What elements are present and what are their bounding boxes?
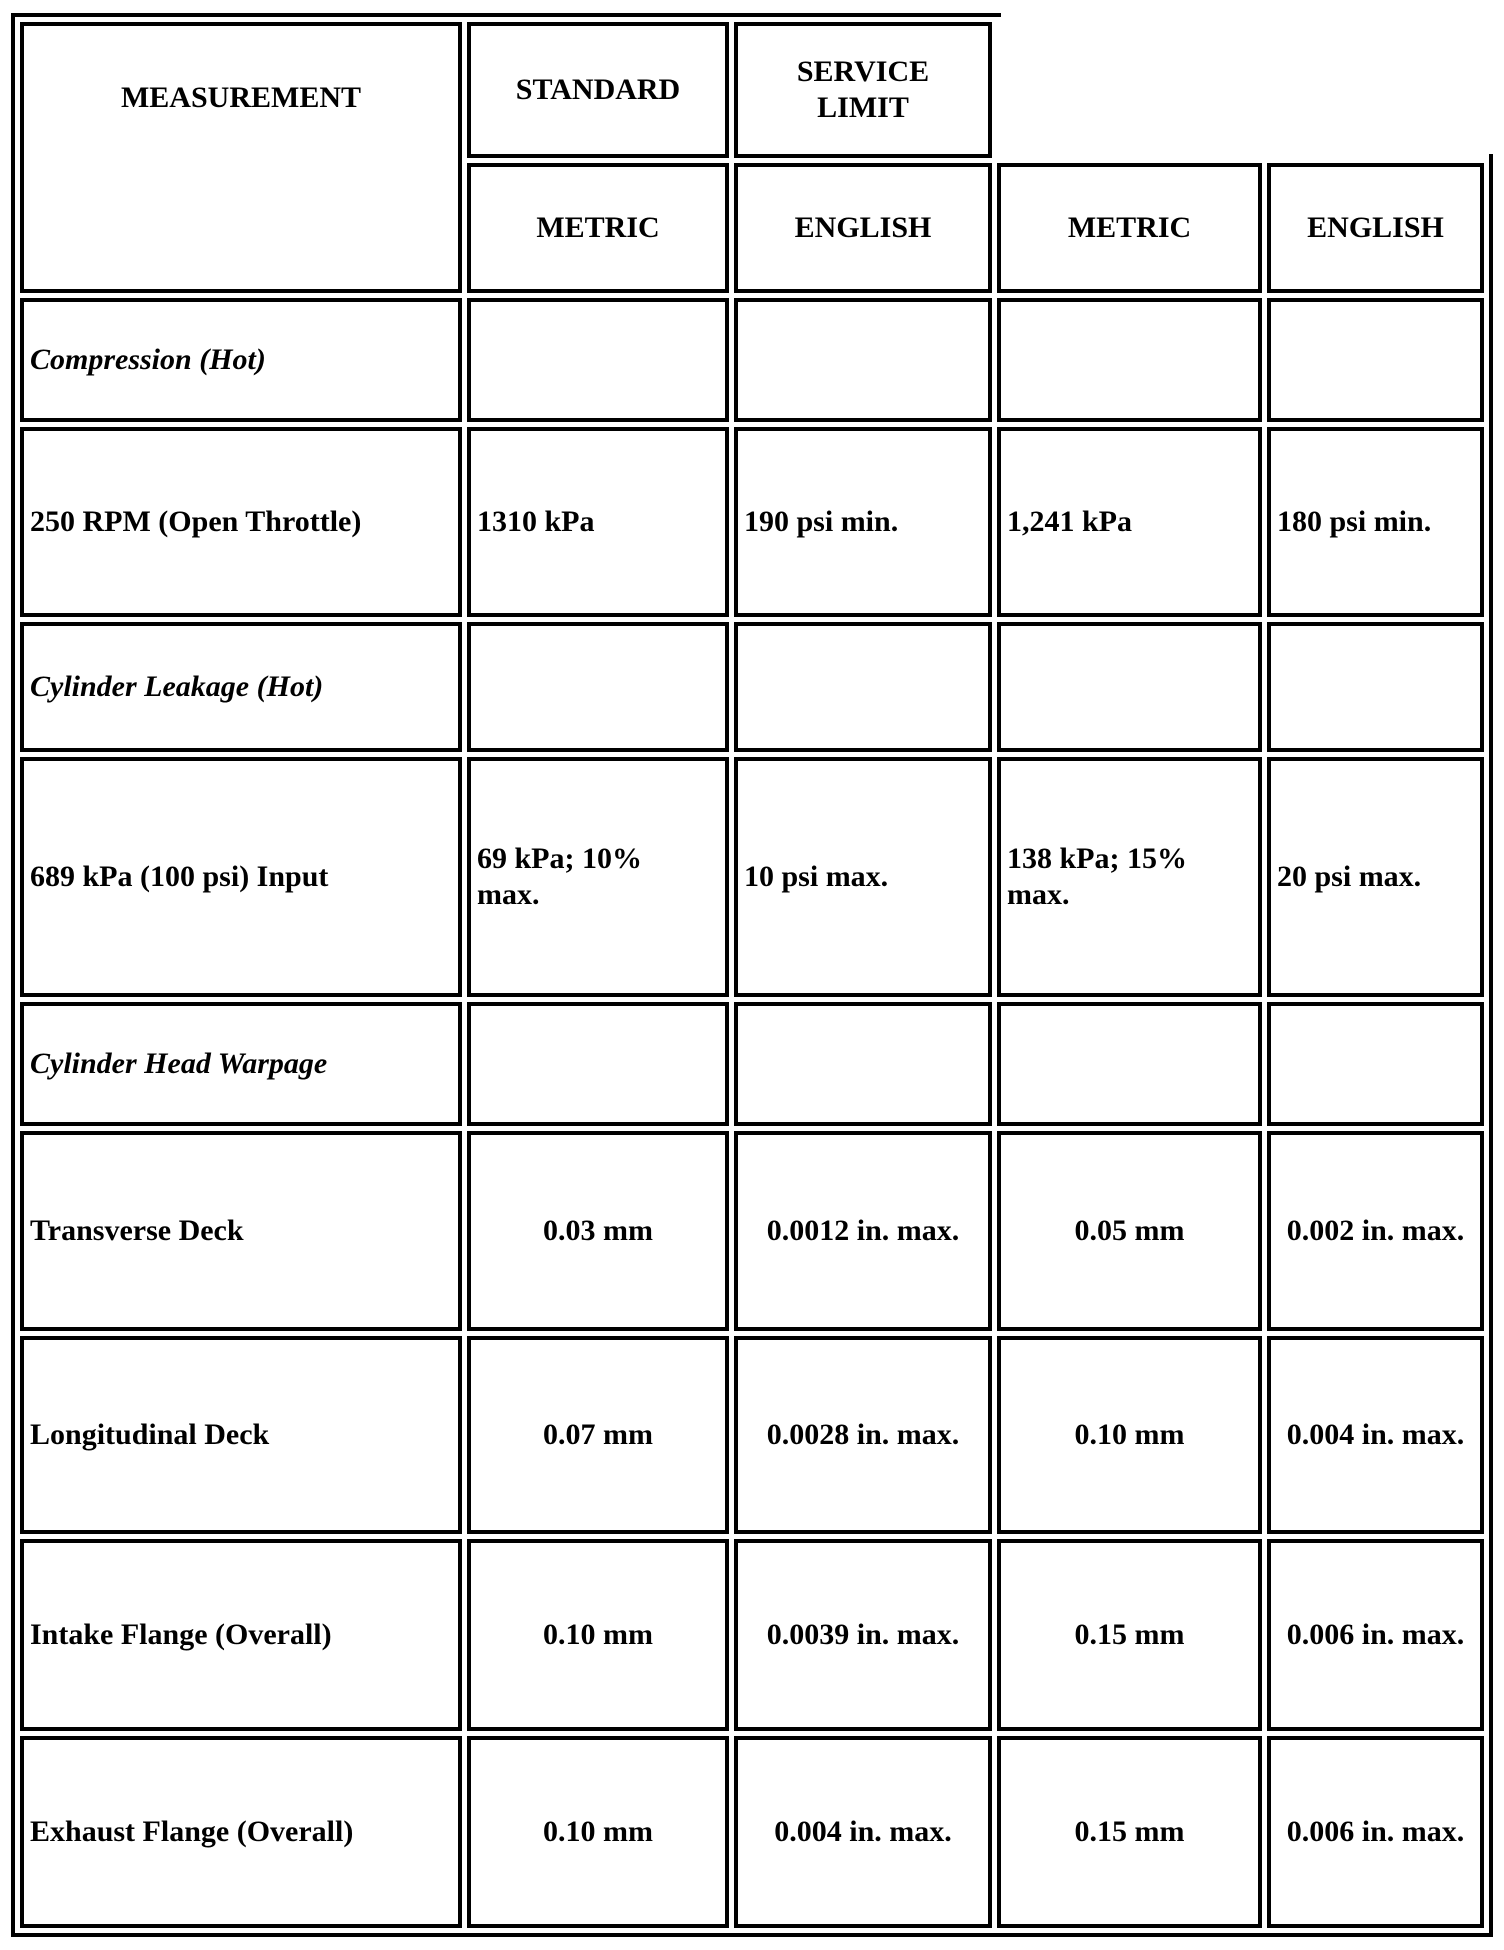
cell-value <box>997 1002 1262 1126</box>
cell-value <box>997 622 1262 752</box>
cell-value: 190 psi min. <box>734 427 992 617</box>
header-english-2: ENGLISH <box>1267 163 1484 293</box>
table-outer-border-bottom <box>11 1933 1493 1937</box>
cell-value <box>734 298 992 422</box>
cell-value: 1,241 kPa <box>997 427 1262 617</box>
cell-value <box>734 622 992 752</box>
row-label-cylinder-head-warpage: Cylinder Head Warpage <box>20 1002 462 1126</box>
cell-value <box>1267 622 1484 752</box>
row-label-transverse-deck: Transverse Deck <box>20 1131 462 1331</box>
cell-value: 0.15 mm <box>997 1736 1262 1928</box>
cell-value: 0.03 mm <box>467 1131 729 1331</box>
cell-value <box>997 298 1262 422</box>
header-english-1: ENGLISH <box>734 163 992 293</box>
header-service-limit: SERVICE LIMIT <box>734 22 992 158</box>
cell-value: 0.10 mm <box>467 1539 729 1731</box>
row-label-longitudinal-deck: Longitudinal Deck <box>20 1336 462 1534</box>
cell-value: 0.15 mm <box>997 1539 1262 1731</box>
cell-value: 0.002 in. max. <box>1267 1131 1484 1331</box>
cell-value: 10 psi max. <box>734 757 992 997</box>
cell-value: 20 psi max. <box>1267 757 1484 997</box>
row-label-250-rpm: 250 RPM (Open Throttle) <box>20 427 462 617</box>
cell-value <box>467 298 729 422</box>
cell-value: 1310 kPa <box>467 427 729 617</box>
header-metric-2: METRIC <box>997 163 1262 293</box>
row-label-exhaust-flange: Exhaust Flange (Overall) <box>20 1736 462 1928</box>
table-outer-border-right <box>1489 154 1493 1937</box>
cell-value: 69 kPa; 10% max. <box>467 757 729 997</box>
row-label-intake-flange: Intake Flange (Overall) <box>20 1539 462 1731</box>
cell-value: 0.004 in. max. <box>1267 1336 1484 1534</box>
cell-value: 180 psi min. <box>1267 427 1484 617</box>
cell-value: 0.10 mm <box>997 1336 1262 1534</box>
cell-value: 138 kPa; 15% max. <box>997 757 1262 997</box>
header-standard: STANDARD <box>467 22 729 158</box>
cell-value: 0.004 in. max. <box>734 1736 992 1928</box>
cell-value <box>467 1002 729 1126</box>
cell-value: 0.0039 in. max. <box>734 1539 992 1731</box>
cell-value: 0.0028 in. max. <box>734 1336 992 1534</box>
row-label-689-kpa-input: 689 kPa (100 psi) Input <box>20 757 462 997</box>
header-measurement: MEASUREMENT <box>20 22 462 293</box>
header-gap <box>997 22 1484 158</box>
cell-value: 0.006 in. max. <box>1267 1539 1484 1731</box>
cell-value <box>467 622 729 752</box>
cell-value <box>1267 298 1484 422</box>
cell-value: 0.0012 in. max. <box>734 1131 992 1331</box>
row-label-cylinder-leakage: Cylinder Leakage (Hot) <box>20 622 462 752</box>
cell-value: 0.07 mm <box>467 1336 729 1534</box>
spec-document-page <box>11 13 1493 1937</box>
cell-value: 0.006 in. max. <box>1267 1736 1484 1928</box>
table-outer-border-left <box>11 13 15 1937</box>
measurement-spec-table <box>11 13 1493 1937</box>
row-label-compression-hot: Compression (Hot) <box>20 298 462 422</box>
cell-value <box>734 1002 992 1126</box>
cell-value <box>1267 1002 1484 1126</box>
table-outer-border-top <box>11 13 1001 17</box>
cell-value: 0.05 mm <box>997 1131 1262 1331</box>
header-metric-1: METRIC <box>467 163 729 293</box>
cell-value: 0.10 mm <box>467 1736 729 1928</box>
